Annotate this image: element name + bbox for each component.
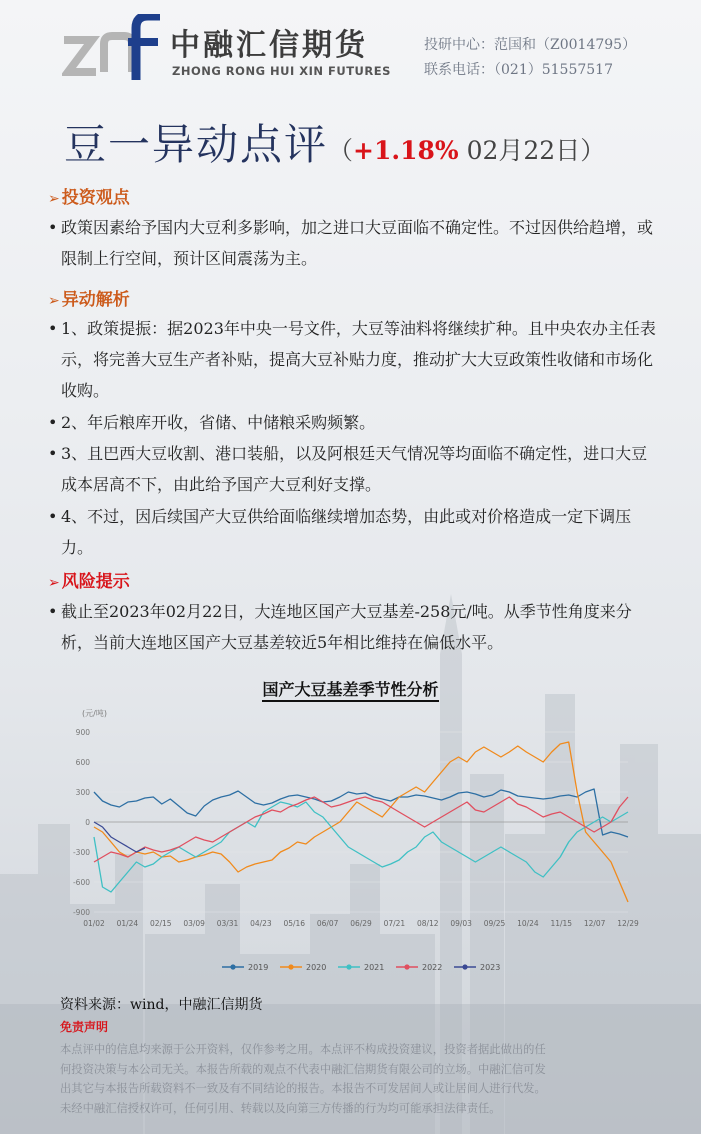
x-tick-label: 08/12 bbox=[416, 919, 439, 928]
x-tick-label: 01/24 bbox=[116, 919, 139, 928]
arrow-icon: ➢ bbox=[48, 191, 60, 207]
data-source: 资料来源：wind，中融汇信期货 bbox=[60, 997, 263, 1013]
x-tick-label: 11/15 bbox=[550, 919, 573, 928]
list-item: • 截止至2023年02月22日，大连地区国产大豆基差-258元/吨。从季节性角度来分析，当前大连地区国产大豆基差较近5年相比维持在偏低水平。 bbox=[48, 602, 632, 652]
x-tick-label: 03/09 bbox=[183, 919, 205, 928]
legend-label-2022: 2022 bbox=[422, 963, 443, 972]
x-tick-label: 10/24 bbox=[517, 919, 539, 928]
series-line-2023 bbox=[94, 822, 145, 852]
x-tick-label: 04/23 bbox=[250, 919, 272, 928]
basis-seasonal-chart bbox=[72, 702, 648, 982]
company-name-cn: 中融汇信期货 bbox=[170, 28, 368, 63]
legend-marker-2019 bbox=[230, 964, 235, 969]
arrow-icon: ➢ bbox=[48, 293, 60, 309]
x-tick-label: 01/02 bbox=[83, 919, 105, 928]
series-line-2019 bbox=[94, 789, 628, 837]
y-tick-label: 900 bbox=[75, 728, 90, 737]
y-tick-label: 300 bbox=[75, 788, 90, 797]
y-tick-label: 600 bbox=[75, 758, 90, 767]
disclaimer-line: 未经中融汇信授权许可，任何引用、转载以及向第三方传播的行为均可能承担法律责任。 bbox=[60, 1101, 501, 1115]
title-paren: （ bbox=[328, 136, 354, 165]
legend-marker-2022 bbox=[404, 964, 409, 969]
legend-marker-2021 bbox=[346, 964, 351, 969]
list-item: • 1、政策提振：据2023年中央一号文件，大豆等油料将继续扩种。且中央农办主任表示，将完善大豆生产者补贴，提高大豆补贴力度，推动扩大大豆政策性收储和市场化收购。 bbox=[48, 319, 656, 400]
contact-center: 投研中心：范国和（Z0014795） bbox=[424, 37, 637, 53]
list-item: • 2、年后粮库开收，省储、中储粮采购频繁。 bbox=[48, 413, 376, 432]
section-heading-risk: ➢ 风险提示 bbox=[48, 572, 130, 592]
x-tick-label: 12/07 bbox=[583, 919, 606, 928]
list-item: • 4、不过，因后续国产大豆供给面临继续增加态势，由此或对价格造成一定下调压力。 bbox=[48, 507, 632, 557]
x-tick-label: 09/25 bbox=[483, 919, 506, 928]
title-main: 豆一异动点评 bbox=[64, 120, 329, 169]
page-title bbox=[64, 112, 605, 172]
x-tick-label: 12/29 bbox=[617, 919, 639, 928]
title-change: +1.18% bbox=[353, 136, 459, 165]
x-tick-label: 05/16 bbox=[283, 919, 306, 928]
x-tick-label: 09/03 bbox=[450, 919, 472, 928]
company-name-en: ZHONG RONG HUI XIN FUTURES bbox=[172, 64, 391, 78]
legend-label-2019: 2019 bbox=[248, 963, 269, 972]
contact-info bbox=[424, 33, 636, 83]
legend-label-2021: 2021 bbox=[364, 963, 385, 972]
y-tick-label: -300 bbox=[72, 848, 90, 857]
x-tick-label: 02/15 bbox=[149, 919, 172, 928]
legend-marker-2023 bbox=[462, 964, 467, 969]
disclaimer-line: 何投资决策与本公司无关。本报告所载的观点不代表中融汇信期货有限公司的立场。中融汇信可发 bbox=[60, 1062, 546, 1076]
legend-label-2020: 2020 bbox=[306, 963, 327, 972]
disclaimer-body bbox=[60, 1040, 640, 1118]
section-heading-view: ➢ 投资观点 bbox=[48, 188, 130, 208]
x-tick-label: 06/29 bbox=[350, 919, 372, 928]
y-tick-label: 0 bbox=[85, 818, 90, 827]
legend-label-2023: 2023 bbox=[480, 963, 501, 972]
list-item: • 政策因素给予国内大豆利多影响，加之进口大豆面临不确定性。不过因供给趋增，或限制上行空间，预计区间震荡为主。 bbox=[48, 218, 654, 268]
disclaimer-title: 免责声明 bbox=[60, 1020, 109, 1034]
x-tick-label: 06/07 bbox=[316, 919, 339, 928]
arrow-icon: ➢ bbox=[48, 575, 60, 591]
x-tick-label: 03/31 bbox=[216, 919, 239, 928]
section-heading-analysis: ➢ 异动解析 bbox=[48, 290, 130, 310]
list-item: • 3、且巴西大豆收割、港口装船，以及阿根廷天气情况等均面临不确定性，进口大豆成本居高不下，由此给予国产大豆利好支撑。 bbox=[48, 444, 648, 494]
title-date: 02月22日） bbox=[458, 136, 606, 165]
y-tick-label: -900 bbox=[72, 908, 90, 917]
y-axis-label: (元/吨) bbox=[82, 709, 107, 718]
chart-title: 国产大豆基差季节性分析 bbox=[0, 677, 701, 700]
disclaimer-line: 出其它与本报告所载资料不一致及有不同结论的报告。本报告不可发居间人或让居间人进行代发。 bbox=[60, 1082, 546, 1095]
disclaimer-line: 本点评中的信息均来源于公开资料，仅作参考之用。本点评不构成投资建议，投资者据此做出的任 bbox=[60, 1043, 546, 1056]
x-tick-label: 07/21 bbox=[383, 919, 406, 928]
contact-phone: 联系电话：（021）51557517 bbox=[424, 62, 613, 78]
company-logo-mark bbox=[62, 14, 162, 80]
y-tick-label: -600 bbox=[72, 878, 90, 887]
legend-marker-2020 bbox=[288, 964, 293, 969]
